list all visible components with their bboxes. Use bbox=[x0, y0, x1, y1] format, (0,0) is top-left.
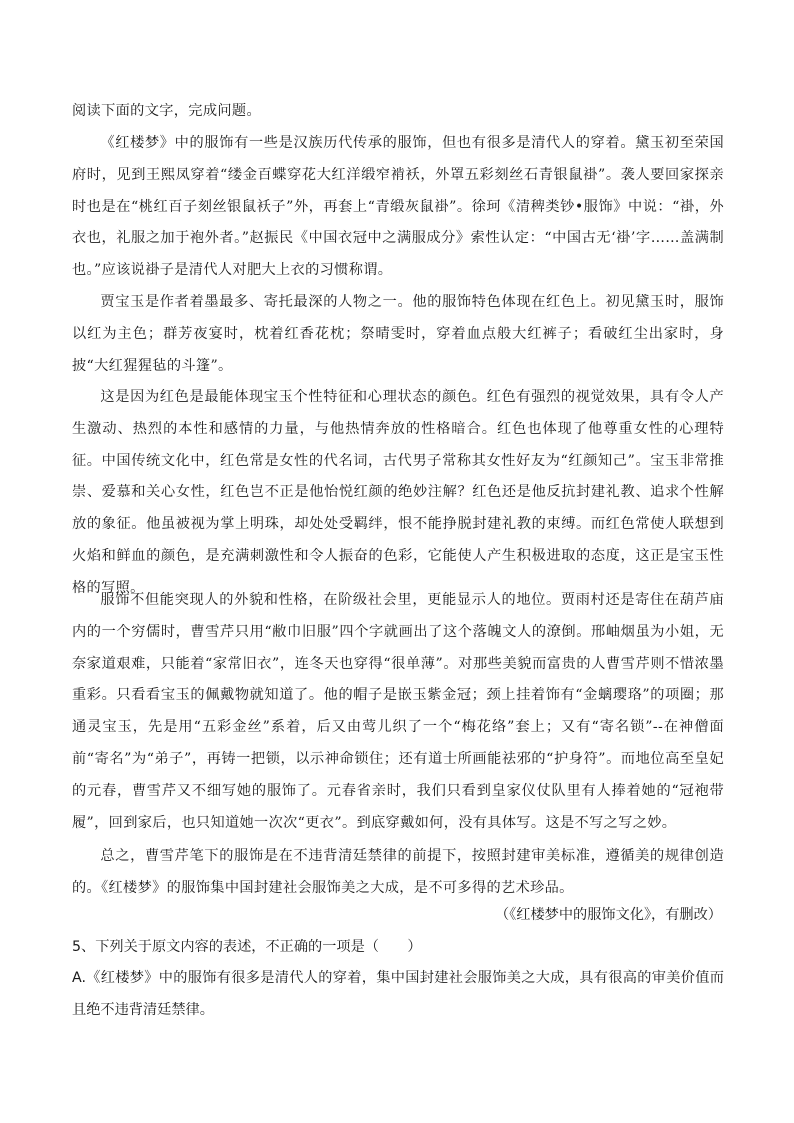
paragraph-baoyu-red bbox=[72, 287, 724, 382]
paragraph-text: 服饰不但能突现人的外貌和性格，在阶级社会里，更能显示人的地位。贾雨村还是寄住在葫芦庙内的一个穷儒时，曹雪芹只用“敝巾旧服”四个字就画出了这个落魄文人的潦倒。邢岫烟虽为小姐，无奈家道艰难，只能着“家常旧衣”，连冬天也穿得“很单薄”。对那些美貌而富贵的人曹雪芹则不惜浓墨重彩。只看看宝玉的佩戴物就知道了。他的帽子是嵌玉紫金冠；颈上挂着饰有“金螭璎珞”的项圈；那通灵宝玉，先是用“五彩金丝”系着，后又由莺儿织了一个“梅花络”套上；又有“寄名锁”--在神僧面前“寄名”为“弟子”，再铸一把锁，以示神命锁住；还有道士所画能祛邪的“护身符”。而地位高至皇妃的元春，曹雪芹又不细写她的服饰了。元春省亲时，我们只看到皇家仪仗队里有人捧着她的“冠袍带履”，回到家后，也只知道她一次次“更衣”。到底穿戴如何，没有具体写。这是不写之写之妙。 bbox=[72, 592, 724, 831]
paragraph-red-meaning bbox=[72, 382, 724, 605]
source-citation: （《红楼梦中的服饰文化》，有删改） bbox=[495, 907, 722, 923]
paragraph-conclusion bbox=[72, 841, 724, 905]
paragraph-status bbox=[72, 585, 724, 839]
option-a: A.《红楼梦》中的服饰有很多是清代人的穿着，集中国封建社会服饰美之大成，具有很高的审美价值而且绝不违背清廷禁律。 bbox=[72, 970, 724, 1018]
paragraph-text: 总之，曹雪芹笔下的服饰是在不违背清廷禁律的前提下，按照封建审美标准，遵循美的规律创造的。《红楼梦》的服饰集中国封建社会服饰美之大成，是不可多得的艺术珍品。 bbox=[72, 848, 724, 896]
paragraph-text: 这是因为红色是最能体现宝玉个性特征和心理状态的颜色。红色有强烈的视觉效果，具有令人产生激动、热烈的本性和感情的力量，与他热情奔放的性格暗合。红色也体现了他尊重女性的心理特征。中国传统文化中，红色常是女性的代名词，古代男子常称其女性好友为“红颜知己”。宝玉非常推崇、爱慕和关心女性，红色岂不正是他怡悦红颜的绝妙注解？红色还是他反抗封建礼教、追求个性解放的象征。他虽被视为掌上明珠，却处处受羁绊，恨不能挣脱封建礼教的束缚。而红色常使人联想到火焰和鲜血的颜色，是充满刺激性和令人振奋的色彩，它能使人产生积极进取的态度，这正是宝玉性格的写照。 bbox=[72, 389, 724, 596]
paragraph-text: 贾宝玉是作者着墨最多、寄托最深的人物之一。他的服饰特色体现在红色上。初见黛玉时，服饰以红为主色；群芳夜宴时，枕着红香花枕；祭晴雯时，穿着血点般大红裤子；看破红尘出家时，身披“大红猩猩毡的斗篷”。 bbox=[72, 294, 724, 374]
question-5: 5、下列关于原文内容的表述，不正确的一项是（ ） bbox=[72, 939, 422, 955]
paragraph-text: 《红楼梦》中的服饰有一些是汉族历代传承的服饰，但也有很多是清代人的穿着。黛玉初至荣国府时，见到王熙凤穿着“缕金百蝶穿花大红洋缎窄褃袄，外罩五彩刻丝石青银鼠褂”。袭人要回家探亲时也是在“桃红百子刻丝银鼠袄子”外，再套上“青缎灰鼠褂”。徐珂《清稗类钞•服饰》中说：“褂，外衣也，礼服之加于袍外者。”赵振民《中国衣冠中之满服成分》索性认定：“中国古无‘褂’字……盖满制也。”应该说褂子是清代人对肥大上衣的习惯称谓。 bbox=[72, 135, 724, 279]
paragraph-clothing-origins bbox=[72, 128, 724, 287]
reading-instruction: 阅读下面的文字，完成问题。 bbox=[72, 103, 261, 119]
